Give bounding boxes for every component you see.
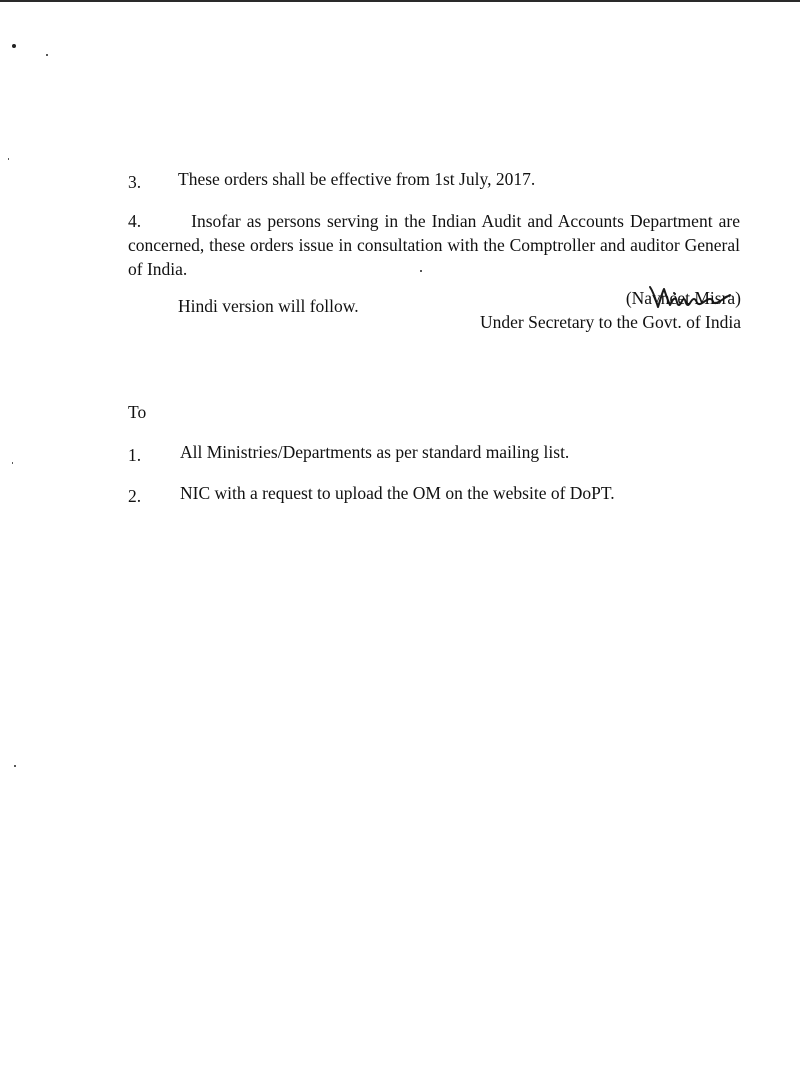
scan-speck xyxy=(8,158,9,160)
para3-text: These orders shall be effective from 1st July, 2017. xyxy=(178,169,536,189)
recipient-number: 2. xyxy=(128,486,142,506)
scan-speck xyxy=(12,44,16,48)
scan-speck xyxy=(12,462,13,464)
para4-text: Insofar as persons serving in the Indian Audit and Accounts Department are concerned, these orders issue in consultation with the Comptroller and auditor General of India. xyxy=(128,211,740,279)
para3-number: 3. xyxy=(128,172,142,192)
to-label: To xyxy=(128,402,147,422)
signatory-name: (Navneet Misra) xyxy=(625,288,741,308)
recipient-text: All Ministries/Departments as per standard mailing list. xyxy=(180,442,570,462)
scan-top-edge xyxy=(0,0,800,2)
signatory-designation: Under Secretary to the Govt. of India xyxy=(480,312,741,332)
para4-number: 4. xyxy=(128,211,142,231)
para4 xyxy=(128,209,740,281)
signatory-block xyxy=(480,286,741,334)
recipient-text: NIC with a request to upload the OM on the website of DoPT. xyxy=(180,483,615,503)
scan-speck xyxy=(14,765,16,767)
hindi-version-note: Hindi version will follow. xyxy=(178,296,359,316)
recipient-number: 1. xyxy=(128,445,142,465)
scan-speck xyxy=(46,54,48,56)
